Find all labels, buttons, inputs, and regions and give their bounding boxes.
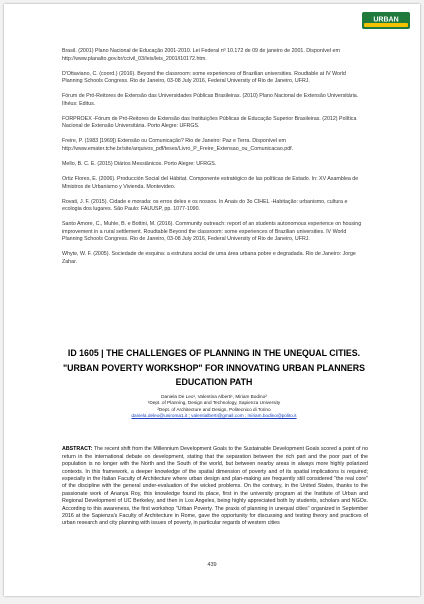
affiliation-1: ¹Dept. of Planning, Design and Technology, Sapienza University [147,400,281,406]
affiliation-2: ²Dept. of Architecture and Design, Politecnico di Torino [157,406,271,412]
author-emails[interactable]: daniela.deleo@uniroma1.it ; valentialberti@gmail.com ; miriam.bodino@polito.it [131,413,297,419]
abstract-label: ABSTRACT: [62,446,93,453]
page-number: 439 [207,562,217,568]
reference-item: Whyte, W. F. (2005). Sociedade de esquina: a estrutura social de uma área urbana pobre e degradada. Rio de Janeiro: Jorge Zahar. [62,251,356,265]
author-names: Daniela De Leo¹, Valentina Alberti¹, Miriam Bodino² [161,394,267,399]
reference-item: D'Ottaviano, C. (coord.) (2016). Beyond the classroom: some experiences of Brazilian universities. Roudtable at IV World Planning Schools Congress. Rio de Janeiro, 03-08 July 2016, Federal University of Rio de Janeiro, UFRJ. [62,70,346,85]
reference-item: Freire, P. (1983 [1969]) Extensão ou Comunicação? Rio de Janeiro: Paz e Terra. Disponível em http://www.emater.tche.br/site/arquivos_pdf/teses/Livro_P_Freire_Extensao_ou_Comunicacao.pdf. [62,138,294,152]
paper-title: ID 1605 | THE CHALLENGES OF PLANNING IN THE UNEQUAL CITIES. "URBAN POVERTY WORKSHOP" FOR INNOVATING URBAN PLANNERS EDUCATION PATH [62,348,366,387]
reference-list [62,48,362,274]
document-page [4,4,420,596]
reference-item: Ortiz Flores, E. (2006). Producción Social del Hábitat. Componente estratégico de las políticas de Estado. In: XV Asamblea de Ministros de Urbanismo y Vivienda. Montevideo. [62,176,359,190]
reference-item: Mello, B. C. E. (2015) Diários Messiânicos. Porto Alegre: UFRGS. [62,160,217,167]
reference-item: FORPROEX -Fórum de Pró-Reitores de Extensão das Instituições Públicas de Educação Superior Brasileiras. (2012) Política Nacional de Extensão Universitária. Porto Alegre: UFRGS. [62,115,357,130]
reference-item: Rovati, J. F. (2015). Cidade e morada: os erros deles e os nossos. In Anais do 3o CIHEL -Habitação: urbanismo, cultura e ecologia dos lugares. São Paulo: FAUUSP, pp. 1077-1090. [62,198,348,213]
congress-logo [362,12,410,29]
reference-item: Brasil. (2001) Plano Nacional de Educação 2001-2010. Lei Federal nº 10.172 de 09 de janeiro de 2001. Disponível em http://www.planalto.gov.br/ccivil_03/leis/leis_2001/l10172.htm. [62,48,340,62]
logo-text: URBAN [373,16,399,24]
author-block [52,394,376,420]
abstract-text: The recent shift from the Millennium Development Goals to the Sustainable Development Goals scored a point of no return in the international debate on development, stating that the separation between the rich part and the poor part of the population is no longer with the North and the South of the world, but between nearby areas in always more highly polarized contexts. In this framework, a deeper knowledge of the spatial dimension of poverty and of its spatial implications is required; especially in the Italian Faculty of Architecture where urban design and plan-making are frequently still considered "the real core" of the discipline with the general under-evaluation of the wicked problems. On the contrary, in the United States, thanks to the passionate work of Ananya Roy, this knowledge found its place, first in the university program at the Institute of Urban and Regional Development of UC Berkeley, and then in Los Angeles, being highly appreciated both by students, scholars and NGOs. According to this awareness, the first workshop "Urban Poverty. The praxis of planning in unequal cities" organized in September 2016 at the Sapienza's Faculty of Architecture in Rome, gave the opportunity for discussing and testing theory and practices of urban research and city planning with issues of poverty, in particular regards of western cities [62,446,368,527]
reference-item: Santo Amore, C., Muhle, B. e Bottini, M. (2016). Community outreach: report of an students autonomous experience on housing improvement in a rural settlement. Roudtable Beyond the classroom: some experiences of Brazilian universities. IV World Planning Schools Congress. Rio de Janeiro, 03-08 July 2016, Federal University of Rio de Janeiro, UFRJ. [62,221,362,243]
abstract [62,446,368,527]
reference-item: Fórum de Pró-Reitores de Extensão das Universidades Públicas Brasileiras. (2010) Plano Nacional de Extensão Universitária. Ilhéus: Editus. [62,93,359,107]
